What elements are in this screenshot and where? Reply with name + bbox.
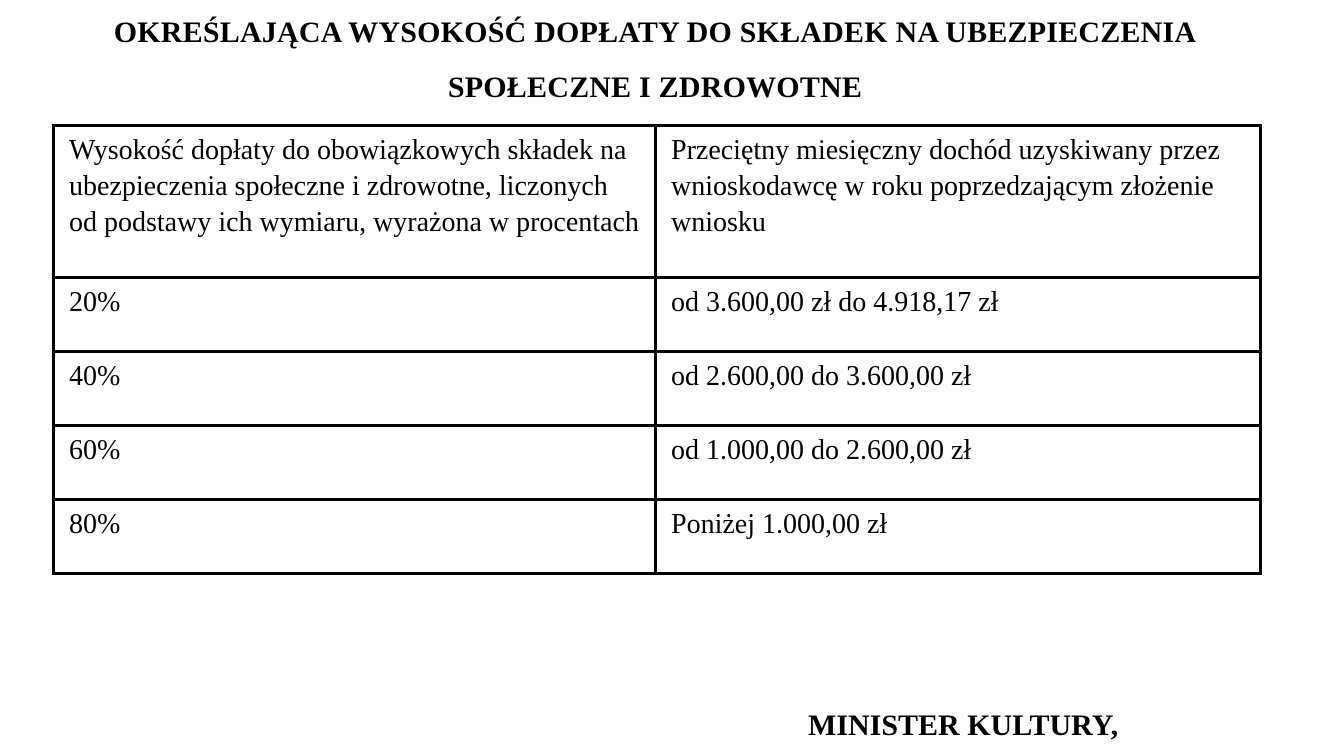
table-row: [54, 500, 1261, 574]
cell-income: od 3.600,00 zł do 4.918,17 zł: [656, 278, 1261, 352]
document-title-line-1: OKREŚLAJĄCA WYSOKOŚĆ DOPŁATY DO SKŁADEK NA UBEZPIECZENIA: [113, 16, 1197, 49]
table-row: [54, 352, 1261, 426]
cell-rate: 60%: [54, 426, 656, 500]
table-row: [54, 426, 1261, 500]
header-average-income: Przeciętny miesięczny dochód uzyskiwany przez wnioskodawcę w roku poprzedzającym złożenie wniosku: [656, 126, 1261, 278]
cell-rate: 80%: [54, 500, 656, 574]
cell-rate: 20%: [54, 278, 656, 352]
cell-income: Poniżej 1.000,00 zł: [656, 500, 1261, 574]
table-header-row: [54, 126, 1261, 278]
signature-minister: MINISTER KULTURY,: [808, 709, 1119, 742]
cell-income: od 1.000,00 do 2.600,00 zł: [656, 426, 1261, 500]
subsidy-rates-table: [52, 124, 1262, 575]
header-subsidy-rate: Wysokość dopłaty do obowiązkowych składek na ubezpieczenia społeczne i zdrowotne, liczonych od podstawy ich wymiaru, wyrażona w procentach: [54, 126, 656, 278]
cell-income: od 2.600,00 do 3.600,00 zł: [656, 352, 1261, 426]
table-row: [54, 278, 1261, 352]
cell-rate: 40%: [54, 352, 656, 426]
document-title-line-2: SPOŁECZNE I ZDROWOTNE: [447, 71, 863, 104]
